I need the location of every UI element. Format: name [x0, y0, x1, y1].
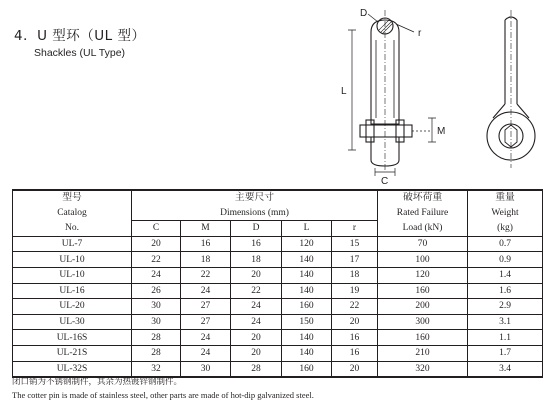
table-cell: 140	[282, 252, 332, 268]
table-cell: 140	[282, 283, 332, 299]
table-cell: 27	[181, 314, 231, 330]
table-cell: 16	[231, 236, 282, 252]
table-cell: 18	[181, 252, 231, 268]
table-cell: UL-16	[13, 283, 132, 299]
table-cell: 30	[181, 361, 231, 377]
spec-table	[12, 189, 543, 378]
head-col-d: D	[231, 221, 282, 237]
table-cell: UL-10	[13, 267, 132, 283]
table-cell: 320	[378, 361, 468, 377]
table-row	[13, 283, 543, 299]
table-cell: 200	[378, 299, 468, 315]
table-cell: 0.7	[468, 236, 543, 252]
table-cell: 28	[132, 345, 181, 361]
table-cell: 160	[378, 330, 468, 346]
head-col-r: r	[332, 221, 378, 237]
table-cell: 24	[181, 345, 231, 361]
table-cell: 160	[378, 283, 468, 299]
table-cell: 18	[231, 252, 282, 268]
table-cell: 16	[181, 236, 231, 252]
table-cell: 19	[332, 283, 378, 299]
table-cell: 20	[231, 345, 282, 361]
table-cell: 30	[132, 314, 181, 330]
head-weight-cn: 重量	[468, 190, 543, 206]
table-cell: 210	[378, 345, 468, 361]
label-m: M	[437, 126, 446, 137]
table-cell: 160	[282, 299, 332, 315]
table-cell: 3.4	[468, 361, 543, 377]
table-row	[13, 345, 543, 361]
table-cell: 32	[132, 361, 181, 377]
table-cell: 20	[332, 361, 378, 377]
table-cell: 22	[231, 283, 282, 299]
table-cell: 28	[231, 361, 282, 377]
table-cell: 1.7	[468, 345, 543, 361]
table-cell: 1.1	[468, 330, 543, 346]
table-cell: 27	[181, 299, 231, 315]
table-cell: UL-20	[13, 299, 132, 315]
table-cell: 24	[132, 267, 181, 283]
table-cell: 3.1	[468, 314, 543, 330]
table-cell: 24	[181, 330, 231, 346]
table-cell: 30	[132, 299, 181, 315]
table-cell: 120	[282, 236, 332, 252]
table-cell: 17	[332, 252, 378, 268]
table-cell: 20	[231, 330, 282, 346]
table-cell: 22	[332, 299, 378, 315]
table-cell: 20	[231, 267, 282, 283]
head-load-unit: Load (kN)	[378, 221, 468, 237]
shackle-drawing	[0, 0, 554, 185]
table-cell: 140	[282, 345, 332, 361]
table-row	[13, 299, 543, 315]
table-cell: 160	[282, 361, 332, 377]
table-cell: UL-16S	[13, 330, 132, 346]
head-weight-unit: (kg)	[468, 221, 543, 237]
table-cell: 26	[132, 283, 181, 299]
table-cell: 20	[332, 314, 378, 330]
table-cell: 120	[378, 267, 468, 283]
table-cell: 24	[231, 314, 282, 330]
label-l: L	[341, 86, 347, 97]
head-model-no: No.	[13, 221, 132, 237]
table-cell: 22	[132, 252, 181, 268]
table-cell: 70	[378, 236, 468, 252]
head-dims-cn: 主要尺寸	[132, 190, 378, 206]
label-d: D	[360, 8, 368, 19]
table-cell: 300	[378, 314, 468, 330]
table-cell: UL-32S	[13, 361, 132, 377]
table-cell: UL-30	[13, 314, 132, 330]
table-row	[13, 236, 543, 252]
table-cell: 18	[332, 267, 378, 283]
head-dims-en: Dimensions (mm)	[132, 206, 378, 221]
head-col-c: C	[132, 221, 181, 237]
head-col-l: L	[282, 221, 332, 237]
table-cell: 140	[282, 267, 332, 283]
table-cell: 22	[181, 267, 231, 283]
table-cell: 0.9	[468, 252, 543, 268]
table-row	[13, 252, 543, 268]
head-load-en: Rated Failure	[378, 206, 468, 221]
label-r: r	[418, 28, 422, 39]
table-cell: 150	[282, 314, 332, 330]
head-weight-en: Weight	[468, 206, 543, 221]
table-cell: 24	[181, 283, 231, 299]
table-row	[13, 314, 543, 330]
table-cell: UL-7	[13, 236, 132, 252]
table-cell: 1.6	[468, 283, 543, 299]
head-model-en: Catalog	[13, 206, 132, 221]
table-cell: 1.4	[468, 267, 543, 283]
table-cell: 2.9	[468, 299, 543, 315]
table-cell: 16	[332, 345, 378, 361]
table-cell: 24	[231, 299, 282, 315]
table-cell: 16	[332, 330, 378, 346]
table-cell: 140	[282, 330, 332, 346]
section-title: 4．U 型环（UL 型）	[14, 28, 146, 44]
note-cn: 闭口销为不锈钢制件，其余为热镀锌钢制件。	[12, 377, 183, 387]
head-model-cn: 型号	[13, 190, 132, 206]
table-cell: 28	[132, 330, 181, 346]
note-en: The cotter pin is made of stainless steel, other parts are made of hot-dip galvanized steel.	[12, 390, 314, 400]
table-cell: 15	[332, 236, 378, 252]
label-c: C	[381, 176, 389, 185]
table-row	[13, 267, 543, 283]
table-cell: 20	[132, 236, 181, 252]
table-cell: UL-21S	[13, 345, 132, 361]
section-subtitle: Shackles (UL Type)	[34, 47, 126, 59]
table-row	[13, 330, 543, 346]
table-cell: 100	[378, 252, 468, 268]
table-cell: UL-10	[13, 252, 132, 268]
head-col-m: M	[181, 221, 231, 237]
head-load-cn: 破坏荷重	[378, 190, 468, 206]
